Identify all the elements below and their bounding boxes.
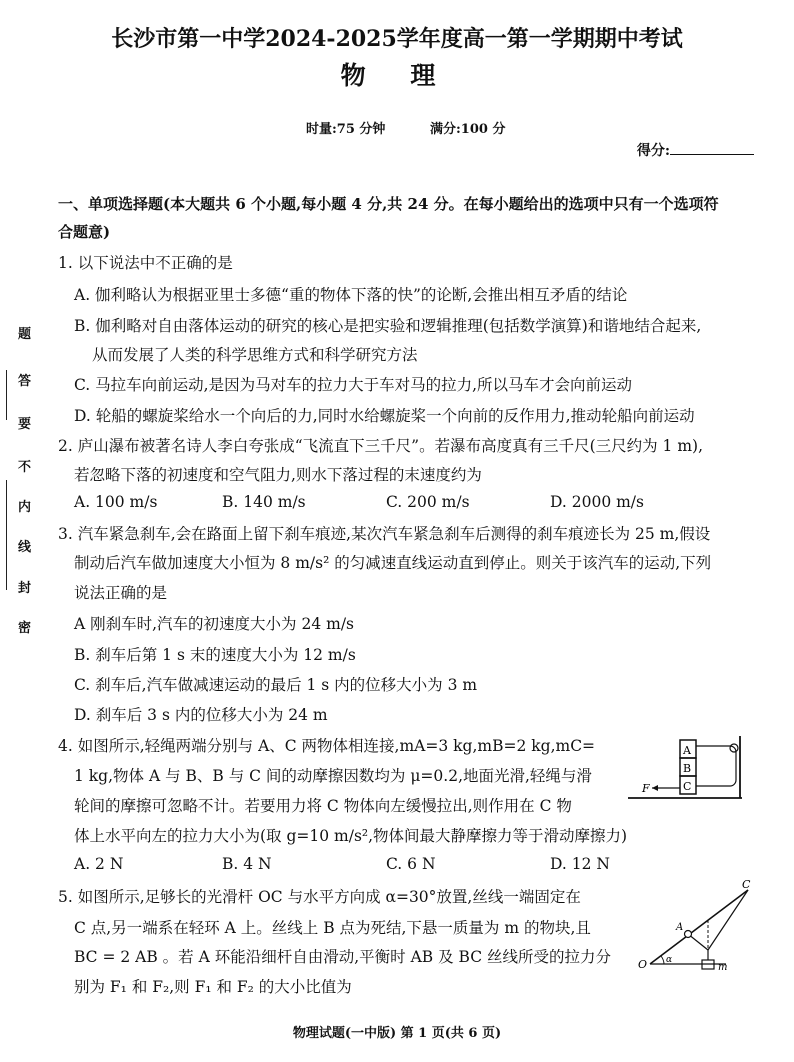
- margin-char: 不: [18, 460, 32, 475]
- q4-pulley-diagram: [622, 732, 746, 806]
- margin-char: 线: [18, 540, 32, 555]
- score-field: [637, 140, 754, 160]
- label-alpha: α: [666, 955, 673, 965]
- q1-stem: 1. 以下说法中不正确的是: [58, 254, 233, 272]
- q3-stem-cont1: 制动后汽车做加速度大小恒为 8 m/s² 的匀减速直线运动直到停止。则关于该汽车的运动,下列: [74, 554, 712, 572]
- label-c: C: [683, 780, 692, 793]
- q4-option-c: C. 6 N: [386, 855, 436, 873]
- q4-stem-cont2: 轮间的摩擦可忽略不计。若要用力将 C 物体向左缓慢拉出,则作用在 C 物: [74, 797, 572, 815]
- q1-option-d: D. 轮船的螺旋桨给水一个向后的力,同时水给螺旋桨一个向前的反作用力,推动轮船向前运动: [74, 407, 695, 425]
- page-footer: 物理试题(一中版) 第 1 页(共 6 页): [292, 1026, 502, 1041]
- q4-stem-cont1: 1 kg,物体 A 与 B、B 与 C 间的动摩擦因数均为 μ=0.2,地面光滑,轻绳与滑: [74, 767, 592, 785]
- q5-stem-cont1: C 点,另一端系在轻环 A 上。丝线上 B 点为死结,下悬一质量为 m 的物块,且: [74, 919, 591, 937]
- q5-stem: 5. 如图所示,足够长的光滑杆 OC 与水平方向成 α=30°放置,丝线一端固定在: [58, 888, 581, 906]
- score-label: 得分:: [636, 143, 670, 159]
- q1-option-a: A. 伽利略认为根据亚里士多德“重的物体下落的快”的论断,会推出相互矛盾的结论: [74, 286, 628, 304]
- q4-stem-cont3: 体上水平向左的拉力大小为(取 g=10 m/s²,物体间最大静摩擦力等于滑动摩擦力): [74, 827, 628, 845]
- score-blank: [670, 142, 754, 155]
- q4-option-a: A. 2 N: [74, 855, 124, 873]
- section-heading-cont: 合题意): [58, 223, 111, 241]
- time-limit: 时量:75 分钟: [306, 122, 386, 137]
- label-m: m: [718, 962, 728, 973]
- label-f: F: [642, 782, 650, 795]
- q3-option-a: A 刚刹车时,汽车的初速度大小为 24 m/s: [74, 615, 354, 633]
- q1-option-c: C. 马拉车向前运动,是因为马对车的拉力大于车对马的拉力,所以马车才会向前运动: [74, 376, 633, 394]
- q4-option-d: D. 12 N: [550, 855, 610, 873]
- label-b: B: [683, 762, 692, 775]
- q5-rod-diagram: [636, 880, 766, 980]
- binding-line: [6, 370, 7, 420]
- exam-title: 长沙市第一中学2024-2025学年度高一第一学期期中考试: [111, 26, 683, 52]
- subject-title: 物 理: [340, 61, 454, 90]
- force-arrowhead: [652, 785, 658, 791]
- q2-option-b: B. 140 m/s: [222, 493, 306, 511]
- angle-arc: [661, 956, 664, 964]
- thread-bc: [708, 890, 748, 950]
- label-c: C: [742, 880, 751, 891]
- q5-stem-cont3: 别为 F₁ 和 F₂,则 F₁ 和 F₂ 的大小比值为: [74, 978, 352, 996]
- q2-option-d: D. 2000 m/s: [550, 493, 644, 511]
- q3-stem-cont2: 说法正确的是: [74, 584, 168, 602]
- ring-a: [685, 931, 692, 938]
- q4-option-b: B. 4 N: [222, 855, 272, 873]
- q4-stem: 4. 如图所示,轻绳两端分别与 A、C 两物体相连接,mA=3 kg,mB=2 kg,mC=: [58, 737, 596, 755]
- q2-option-c: C. 200 m/s: [386, 493, 470, 511]
- margin-char: 题: [18, 327, 32, 342]
- margin-char: 答: [18, 374, 32, 389]
- q3-option-c: C. 刹车后,汽车做减速运动的最后 1 s 内的位移大小为 3 m: [74, 676, 478, 694]
- margin-char: 封: [18, 581, 32, 596]
- q2-stem: 2. 庐山瀑布被著名诗人李白夸张成“飞流直下三千尺”。若瀑布高度真有三千尺(三尺约为 1 m),: [58, 437, 704, 455]
- q2-stem-cont: 若忽略下落的初速度和空气阻力,则水下落过程的末速度约为: [74, 466, 482, 484]
- q3-option-b: B. 刹车后第 1 s 末的速度大小为 12 m/s: [74, 646, 356, 664]
- q1-option-b-cont: 从而发展了人类的科学思维方式和科学研究方法: [92, 346, 418, 364]
- binding-line: [6, 480, 7, 590]
- q1-option-b: B. 伽利略对自由落体运动的研究的核心是把实验和逻辑推理(包括数学演算)和谐地结合起来,: [74, 317, 702, 335]
- label-a: A: [683, 744, 691, 757]
- label-a: A: [676, 922, 684, 933]
- full-score: 满分:100 分: [430, 122, 506, 137]
- margin-char: 要: [18, 417, 32, 432]
- label-o: O: [638, 958, 648, 971]
- q2-option-a: A. 100 m/s: [74, 493, 158, 511]
- q3-option-d: D. 刹车后 3 s 内的位移大小为 24 m: [74, 706, 328, 724]
- q3-stem: 3. 汽车紧急刹车,会在路面上留下刹车痕迹,某次汽车紧急刹车后测得的刹车痕迹长为 25 m,假设: [58, 525, 711, 543]
- margin-char: 密: [18, 621, 32, 636]
- margin-char: 内: [18, 500, 32, 515]
- rod-oc: [650, 890, 748, 964]
- section-heading: 一、单项选择题(本大题共 6 个小题,每小题 4 分,共 24 分。在每小题给出的选项中只有一个选项符: [58, 195, 719, 213]
- q5-stem-cont2: BC = 2 AB 。若 A 环能沿细杆自由滑动,平衡时 AB 及 BC 丝线所受的拉力分: [74, 948, 611, 966]
